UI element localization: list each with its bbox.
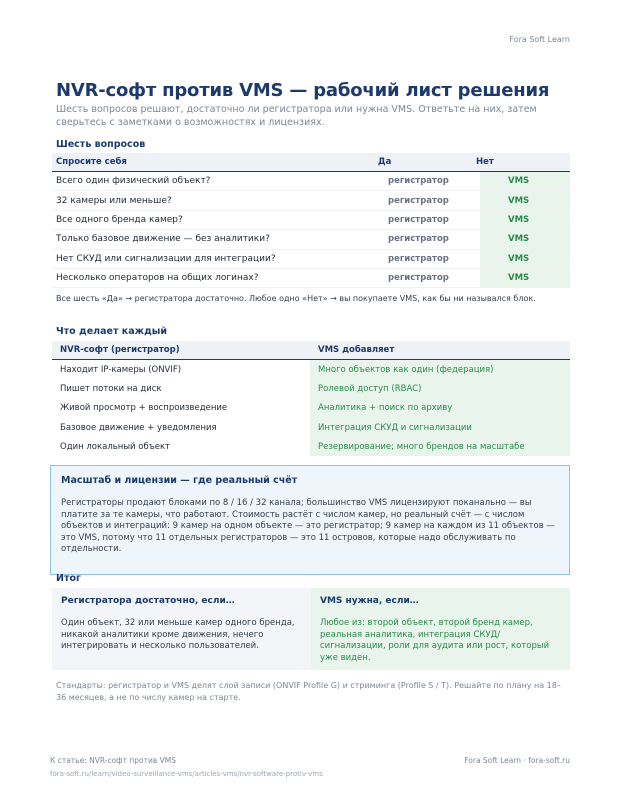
- brand-label: Fora Soft Learn: [509, 35, 570, 44]
- nvr-feature: Живой просмотр + воспроизведение: [60, 403, 228, 414]
- compare-table-header: [52, 341, 570, 360]
- page-subtitle: Шесть вопросов решают, достаточно ли регистратора или нужна VMS. Ответьте на них, затем сверьтесь с заметками о возможностях и лицензиях.: [56, 104, 537, 128]
- yes-answer: регистратор: [388, 214, 449, 225]
- questions-heading: Шесть вопросов: [56, 139, 146, 150]
- column-header-no: Нет: [476, 157, 494, 167]
- yes-answer: регистратор: [388, 253, 449, 264]
- questions-table: [52, 153, 570, 288]
- column-header-question: Спросите себя: [56, 157, 127, 167]
- question-text: Только базовое движение — без аналитики?: [56, 234, 270, 245]
- licensing-callout: [50, 465, 570, 575]
- summary-nvr-title: Регистратора достаточно, если…: [61, 596, 235, 606]
- summary-vms-box: [311, 588, 570, 670]
- question-text: Все одного бренда камер?: [56, 214, 183, 225]
- questions-note: Все шесть «Да» → регистратора достаточно. Любое одно «Нет» → вы покупаете VMS, как бы ни назывался блок.: [56, 294, 536, 303]
- vms-feature: Интеграция СКУД и сигнализации: [318, 422, 472, 433]
- table-row: [52, 437, 570, 456]
- question-text: 32 камеры или меньше?: [56, 195, 172, 206]
- question-text: Всего один физический объект?: [56, 176, 211, 187]
- table-row: [52, 211, 570, 230]
- table-row: [52, 269, 570, 288]
- column-header-yes: Да: [378, 157, 392, 167]
- yes-answer: регистратор: [388, 234, 449, 245]
- compare-table: [52, 341, 570, 456]
- summary-vms-title: VMS нужна, если…: [320, 596, 419, 606]
- no-answer: VMS: [508, 234, 530, 245]
- table-row: [52, 360, 570, 379]
- article-link[interactable]: К статье: NVR-софт против VMS: [50, 756, 177, 765]
- vms-feature: Резервирование; много брендов на масштабе: [318, 441, 525, 452]
- yes-answer: регистратор: [388, 176, 449, 187]
- question-text: Нет СКУД или сигнализации для интеграции?: [56, 253, 276, 264]
- table-row: [52, 191, 570, 210]
- vms-feature: Аналитика + поиск по архиву: [318, 403, 453, 414]
- compare-heading: Что делает каждый: [56, 326, 167, 337]
- yes-answer: регистратор: [388, 273, 449, 284]
- table-row: [52, 379, 570, 398]
- column-header-vms: VMS добавляет: [318, 345, 395, 355]
- callout-title: Масштаб и лицензии — где реальный счёт: [61, 475, 298, 486]
- no-answer: VMS: [508, 253, 530, 264]
- no-answer: VMS: [508, 176, 530, 187]
- nvr-feature: Базовое движение + уведомления: [60, 422, 217, 433]
- table-row: [52, 230, 570, 249]
- table-row: [52, 172, 570, 191]
- footer-brand: Fora Soft Learn · fora-soft.ru: [464, 756, 570, 765]
- vms-feature: Много объектов как один (федерация): [318, 364, 494, 375]
- summary-heading: Итог: [56, 573, 81, 584]
- question-text: Несколько операторов на общих логинах?: [56, 273, 259, 284]
- nvr-feature: Пишет потоки на диск: [60, 383, 162, 394]
- no-answer: VMS: [508, 195, 530, 206]
- nvr-feature: Один локальный объект: [60, 441, 171, 452]
- table-row: [52, 399, 570, 418]
- standards-note: Стандарты: регистратор и VMS делят слой записи (ONVIF Profile G) и стриминга (Profile S / T). Решайте по плану на 18–36 месяцев, а не по числу камер на старте.: [56, 681, 561, 702]
- nvr-feature: Находит IP-камеры (ONVIF): [60, 364, 182, 375]
- callout-body: Регистраторы продают блоками по 8 / 16 / 32 канала; большинство VMS лицензируют поканально — вы платите за те камеры, что работают. Стоимость растёт с числом камер, но реальный счёт — с числом объектов и интеграций: 9 камер на одном объекте — это регистратор; 9 камер на каждом из 11 объектов — это VMS, потому что 11 отдельных регистраторов — это 11 островов, которые надо обслуживать по отдельности.: [61, 498, 555, 554]
- vms-feature: Ролевой доступ (RBAC): [318, 383, 422, 394]
- summary-vms-text: Любое из: второй объект, второй бренд камер, реальная аналитика, интеграция СКУД/сигнализации, роли для аудита или рост, который уже виден.: [320, 618, 550, 663]
- no-answer: VMS: [508, 273, 530, 284]
- column-header-nvr: NVR-софт (регистратор): [60, 345, 180, 355]
- summary-nvr-box: [52, 588, 311, 670]
- table-row: [52, 250, 570, 269]
- table-row: [52, 418, 570, 437]
- article-url[interactable]: fora-soft.ru/learn/video-surveillance-vms/articles-vms/nvr-software-protiv-vms: [50, 770, 323, 778]
- summary-nvr-text: Один объект, 32 или меньше камер одного бренда, никакой аналитики кроме движения, нечего интегрировать и несколько пользователей.: [61, 618, 295, 651]
- questions-table-header: [52, 153, 570, 172]
- page-title: NVR-софт против VMS — рабочий лист решения: [56, 80, 550, 101]
- yes-answer: регистратор: [388, 195, 449, 206]
- no-answer: VMS: [508, 214, 530, 225]
